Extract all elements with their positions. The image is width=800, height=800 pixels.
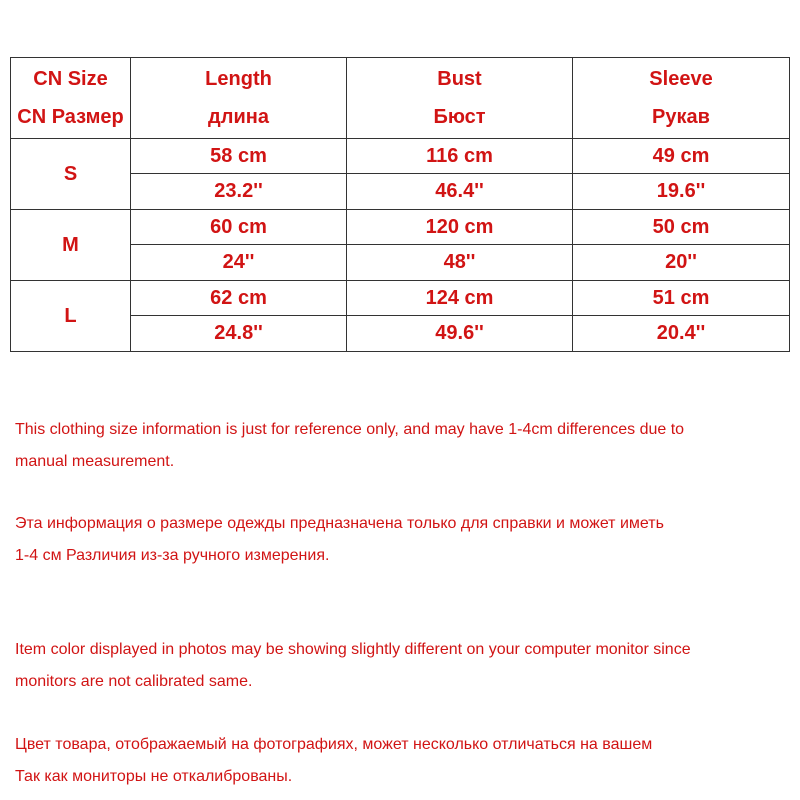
sleeve-cm-cell: 50 cm bbox=[573, 210, 790, 245]
length-cm-cell: 58 cm bbox=[131, 139, 347, 174]
header-sleeve bbox=[573, 58, 790, 139]
bust-cm-cell: 120 cm bbox=[347, 210, 573, 245]
note-color-disclaimer-en bbox=[15, 634, 790, 698]
note-line: Эта информация о размере одежды предназначена только для справки и может иметь bbox=[15, 515, 664, 532]
length-cm-cell: 62 cm bbox=[131, 281, 347, 316]
header-bust-en: Bust bbox=[437, 68, 482, 90]
header-sleeve-en: Sleeve bbox=[649, 68, 713, 90]
header-row bbox=[11, 58, 790, 139]
note-line: Так как мониторы не откалиброваны. bbox=[15, 768, 293, 785]
note-line: Цвет товара, отображаемый на фотографиях, может несколько отличаться на вашем bbox=[15, 736, 653, 753]
note-line: monitors are not calibrated same. bbox=[15, 673, 253, 690]
header-size bbox=[11, 58, 131, 139]
note-line: Item color displayed in photos may be showing slightly different on your computer monitor since bbox=[15, 641, 691, 658]
sleeve-inch-cell: 19.6'' bbox=[573, 174, 790, 210]
note-line: This clothing size information is just for reference only, and may have 1-4cm differences due to bbox=[15, 421, 685, 438]
size-table bbox=[10, 57, 790, 352]
header-sleeve-ru: Рукав bbox=[652, 106, 710, 128]
bust-inch-cell: 46.4'' bbox=[347, 174, 573, 210]
size-cell: M bbox=[11, 210, 131, 281]
bust-inch-cell: 49.6'' bbox=[347, 316, 573, 352]
size-cell: L bbox=[11, 281, 131, 352]
bust-inch-cell: 48'' bbox=[347, 245, 573, 281]
note-size-reference-ru bbox=[15, 508, 790, 572]
table-row bbox=[11, 139, 790, 174]
header-bust bbox=[347, 58, 573, 139]
note-line: manual measurement. bbox=[15, 453, 175, 470]
length-inch-cell: 24'' bbox=[131, 245, 347, 281]
bust-cm-cell: 124 cm bbox=[347, 281, 573, 316]
size-cell: S bbox=[11, 139, 131, 210]
bust-cm-cell: 116 cm bbox=[347, 139, 573, 174]
header-size-en: CN Size bbox=[33, 68, 108, 90]
note-size-reference-en bbox=[15, 414, 790, 478]
length-cm-cell: 60 cm bbox=[131, 210, 347, 245]
table-row bbox=[11, 210, 790, 245]
table-row bbox=[11, 281, 790, 316]
header-bust-ru: Бюст bbox=[433, 106, 486, 128]
header-length-ru: длина bbox=[208, 106, 269, 128]
sleeve-inch-cell: 20'' bbox=[573, 245, 790, 281]
note-line: 1-4 см Различия из-за ручного измерения. bbox=[15, 547, 330, 564]
header-size-ru: CN Размер bbox=[17, 106, 124, 128]
length-inch-cell: 24.8'' bbox=[131, 316, 347, 352]
header-length-en: Length bbox=[205, 68, 272, 90]
sleeve-cm-cell: 49 cm bbox=[573, 139, 790, 174]
sleeve-cm-cell: 51 cm bbox=[573, 281, 790, 316]
length-inch-cell: 23.2'' bbox=[131, 174, 347, 210]
sleeve-inch-cell: 20.4'' bbox=[573, 316, 790, 352]
note-color-disclaimer-ru bbox=[15, 729, 790, 793]
header-length bbox=[131, 58, 347, 139]
